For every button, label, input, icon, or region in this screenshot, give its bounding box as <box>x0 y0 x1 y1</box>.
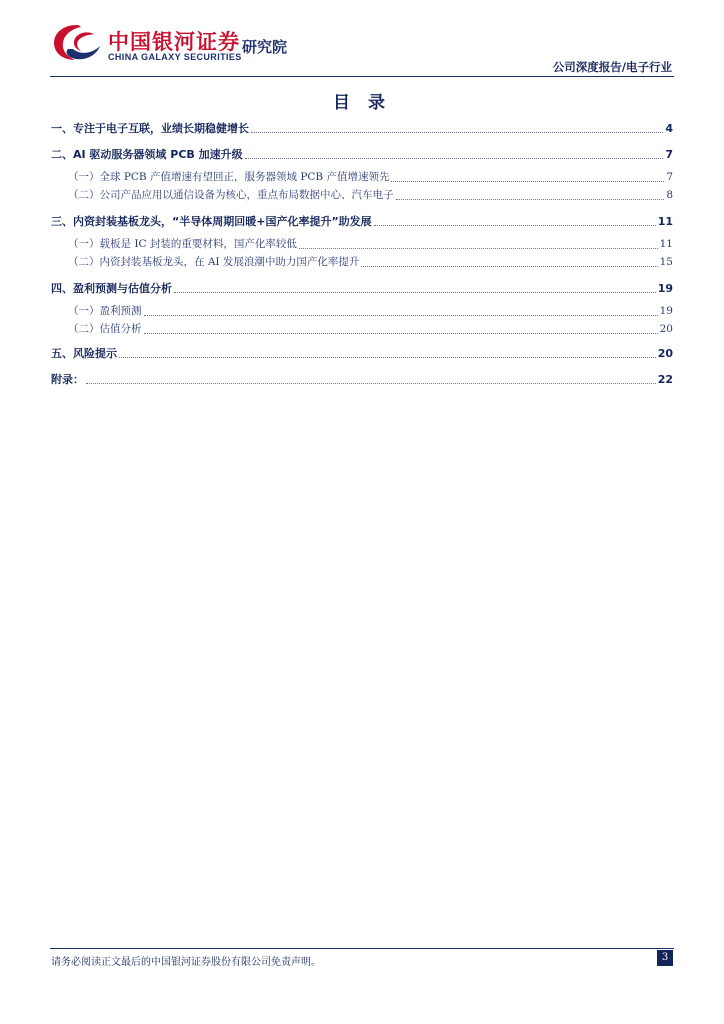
toc-leader-dots <box>144 314 658 316</box>
toc-entry[interactable] <box>51 236 673 253</box>
logo-subtitle: 研究院 <box>242 38 288 56</box>
toc-leader-dots <box>374 224 656 226</box>
logo-chinese-name: 中国银河证券 <box>108 30 240 54</box>
toc-entry[interactable] <box>51 280 673 297</box>
toc-entry-page: 11 <box>657 215 673 228</box>
toc-leader-dots <box>86 382 656 384</box>
toc-leader-dots <box>144 332 658 334</box>
toc-leader-dots <box>391 180 664 182</box>
toc-leader-dots <box>396 198 665 200</box>
toc-entry-text: 四、盈利预测与估值分析 <box>51 282 172 295</box>
toc-leader-dots <box>251 131 663 133</box>
toc-entry-page: 11 <box>659 238 673 250</box>
toc-entry[interactable] <box>51 120 673 137</box>
toc-entry[interactable] <box>51 303 673 320</box>
toc-entry-text: （一）盈利预测 <box>68 305 142 317</box>
toc-leader-dots <box>361 265 657 267</box>
toc-title: 目 录 <box>333 93 391 113</box>
footer-divider <box>50 948 674 949</box>
toc-entry-text: 五、风险提示 <box>51 347 117 360</box>
toc-entry-text: 三、内资封装基板龙头，“半导体周期回暖+国产化率提升”助发展 <box>51 215 372 228</box>
toc-leader-dots <box>174 291 656 293</box>
toc-entry-text: （二）估值分析 <box>68 323 142 335</box>
report-type-label: 公司深度报告/电子行业 <box>552 60 672 74</box>
toc-entry[interactable] <box>51 321 673 338</box>
toc-entry-page: 7 <box>666 171 673 183</box>
toc-entry-text: 一、专注于电子互联，业绩长期稳健增长 <box>51 122 249 135</box>
toc-entry-page: 20 <box>657 347 673 360</box>
toc-entry-text: 附录： <box>51 373 84 386</box>
toc-entry-text: 二、AI 驱动服务器领域 PCB 加速升级 <box>51 148 243 161</box>
toc-leader-dots <box>245 157 664 159</box>
page-header <box>0 0 724 80</box>
toc-entry-page: 15 <box>659 256 673 268</box>
logo-english-name: CHINA GALAXY SECURITIES <box>108 52 242 62</box>
toc-entry[interactable] <box>51 213 673 230</box>
toc-entry[interactable] <box>51 187 673 204</box>
toc-leader-dots <box>299 247 658 249</box>
toc-entry[interactable] <box>51 146 673 163</box>
page-number-badge: 3 <box>657 950 673 966</box>
toc-entry-text: （一）全球 PCB 产值增速有望回正，服务器领域 PCB 产值增速领先 <box>68 171 390 183</box>
toc-leader-dots <box>119 356 656 358</box>
toc-entry[interactable] <box>51 345 673 362</box>
disclaimer-text: 请务必阅读正文最后的中国银河证券股份有限公司免责声明。 <box>51 957 321 968</box>
galaxy-logo-icon <box>50 22 104 62</box>
header-divider <box>50 76 674 77</box>
toc-entry-text: （二）内资封装基板龙头，在 AI 发展浪潮中助力国产化率提升 <box>68 256 360 268</box>
toc-entry-page: 8 <box>666 189 673 201</box>
toc-entry[interactable] <box>51 371 673 388</box>
toc-entry-page: 19 <box>659 305 673 317</box>
toc-entry-page: 19 <box>657 282 673 295</box>
toc-entry-page: 20 <box>659 323 673 335</box>
toc-entry-page: 7 <box>665 148 673 161</box>
toc-entry[interactable] <box>51 254 673 271</box>
toc-entry-text: （一）载板是 IC 封装的重要材料，国产化率较低 <box>68 238 297 250</box>
toc-entry-page: 4 <box>665 122 673 135</box>
toc-entry-page: 22 <box>657 373 673 386</box>
toc-entry-text: （二）公司产品应用以通信设备为核心，重点布局数据中心、汽车电子 <box>68 189 394 201</box>
toc-entry[interactable] <box>51 169 673 186</box>
